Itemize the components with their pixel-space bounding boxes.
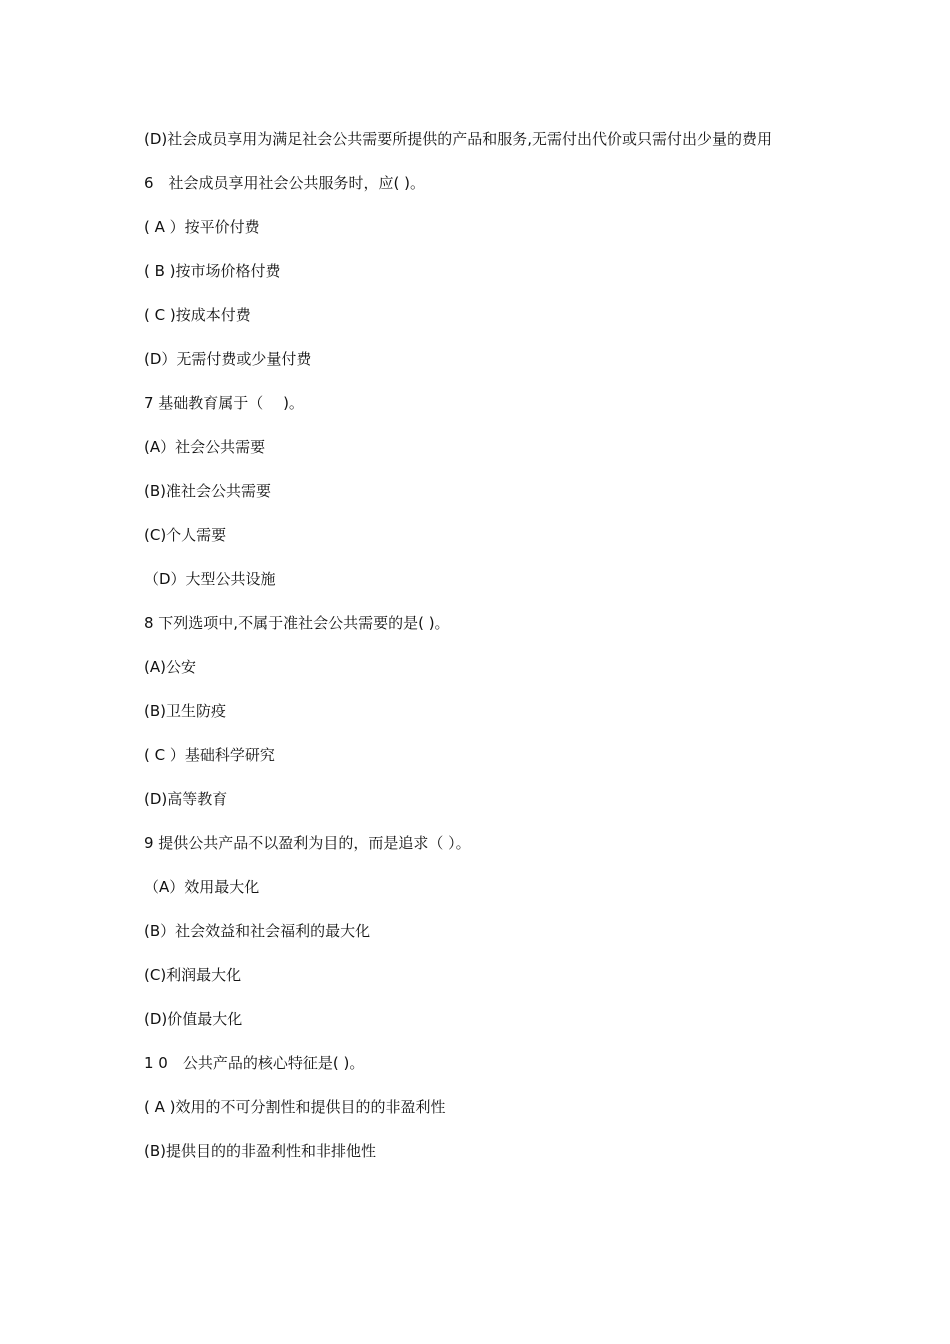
- question-10-option-b: (B)提供目的的非盈利性和非排他性: [144, 1142, 376, 1160]
- question-7-option-a: (A）社会公共需要: [144, 438, 266, 456]
- question-8: 8 下列选项中,不属于准社会公共需要的是( )。: [144, 614, 450, 632]
- question-6-option-a: ( A ）按平价付费: [144, 218, 260, 236]
- option-d-text: (D)社会成员享用为满足社会公共需要所提供的产品和服务,无需付出代价或只需付出少量的费用: [144, 130, 773, 148]
- question-6-option-d: (D）无需付费或少量付费: [144, 350, 312, 368]
- question-9-option-d: (D)价值最大化: [144, 1010, 243, 1028]
- question-8-option-b: (B)卫生防疫: [144, 702, 226, 720]
- question-7-option-c: (C)个人需要: [144, 526, 227, 544]
- question-9-option-a: （A）效用最大化: [144, 878, 260, 896]
- question-8-option-a: (A)公安: [144, 658, 196, 676]
- question-8-option-d: (D)高等教育: [144, 790, 228, 808]
- question-9-option-c: (C)利润最大化: [144, 966, 242, 984]
- question-7: 7 基础教育属于（ )。: [144, 394, 304, 412]
- question-8-option-c: ( C ）基础科学研究: [144, 746, 275, 764]
- question-7-option-d: （D）大型公共设施: [144, 570, 276, 588]
- document-body: [144, 124, 824, 1180]
- question-6-option-c: ( C )按成本付费: [144, 306, 251, 324]
- question-9-option-b: (B）社会效益和社会福利的最大化: [144, 922, 371, 940]
- question-10: 1 0 公共产品的核心特征是( )。: [144, 1054, 365, 1072]
- question-6-option-b: ( B )按市场价格付费: [144, 262, 281, 280]
- question-7-option-b: (B)准社会公共需要: [144, 482, 271, 500]
- question-10-option-a: ( A )效用的不可分割性和提供目的的非盈利性: [144, 1098, 446, 1116]
- question-9: 9 提供公共产品不以盈利为目的，而是追求（ ）。: [144, 834, 471, 852]
- question-6: 6 社会成员享用社会公共服务时，应( )。: [144, 174, 426, 192]
